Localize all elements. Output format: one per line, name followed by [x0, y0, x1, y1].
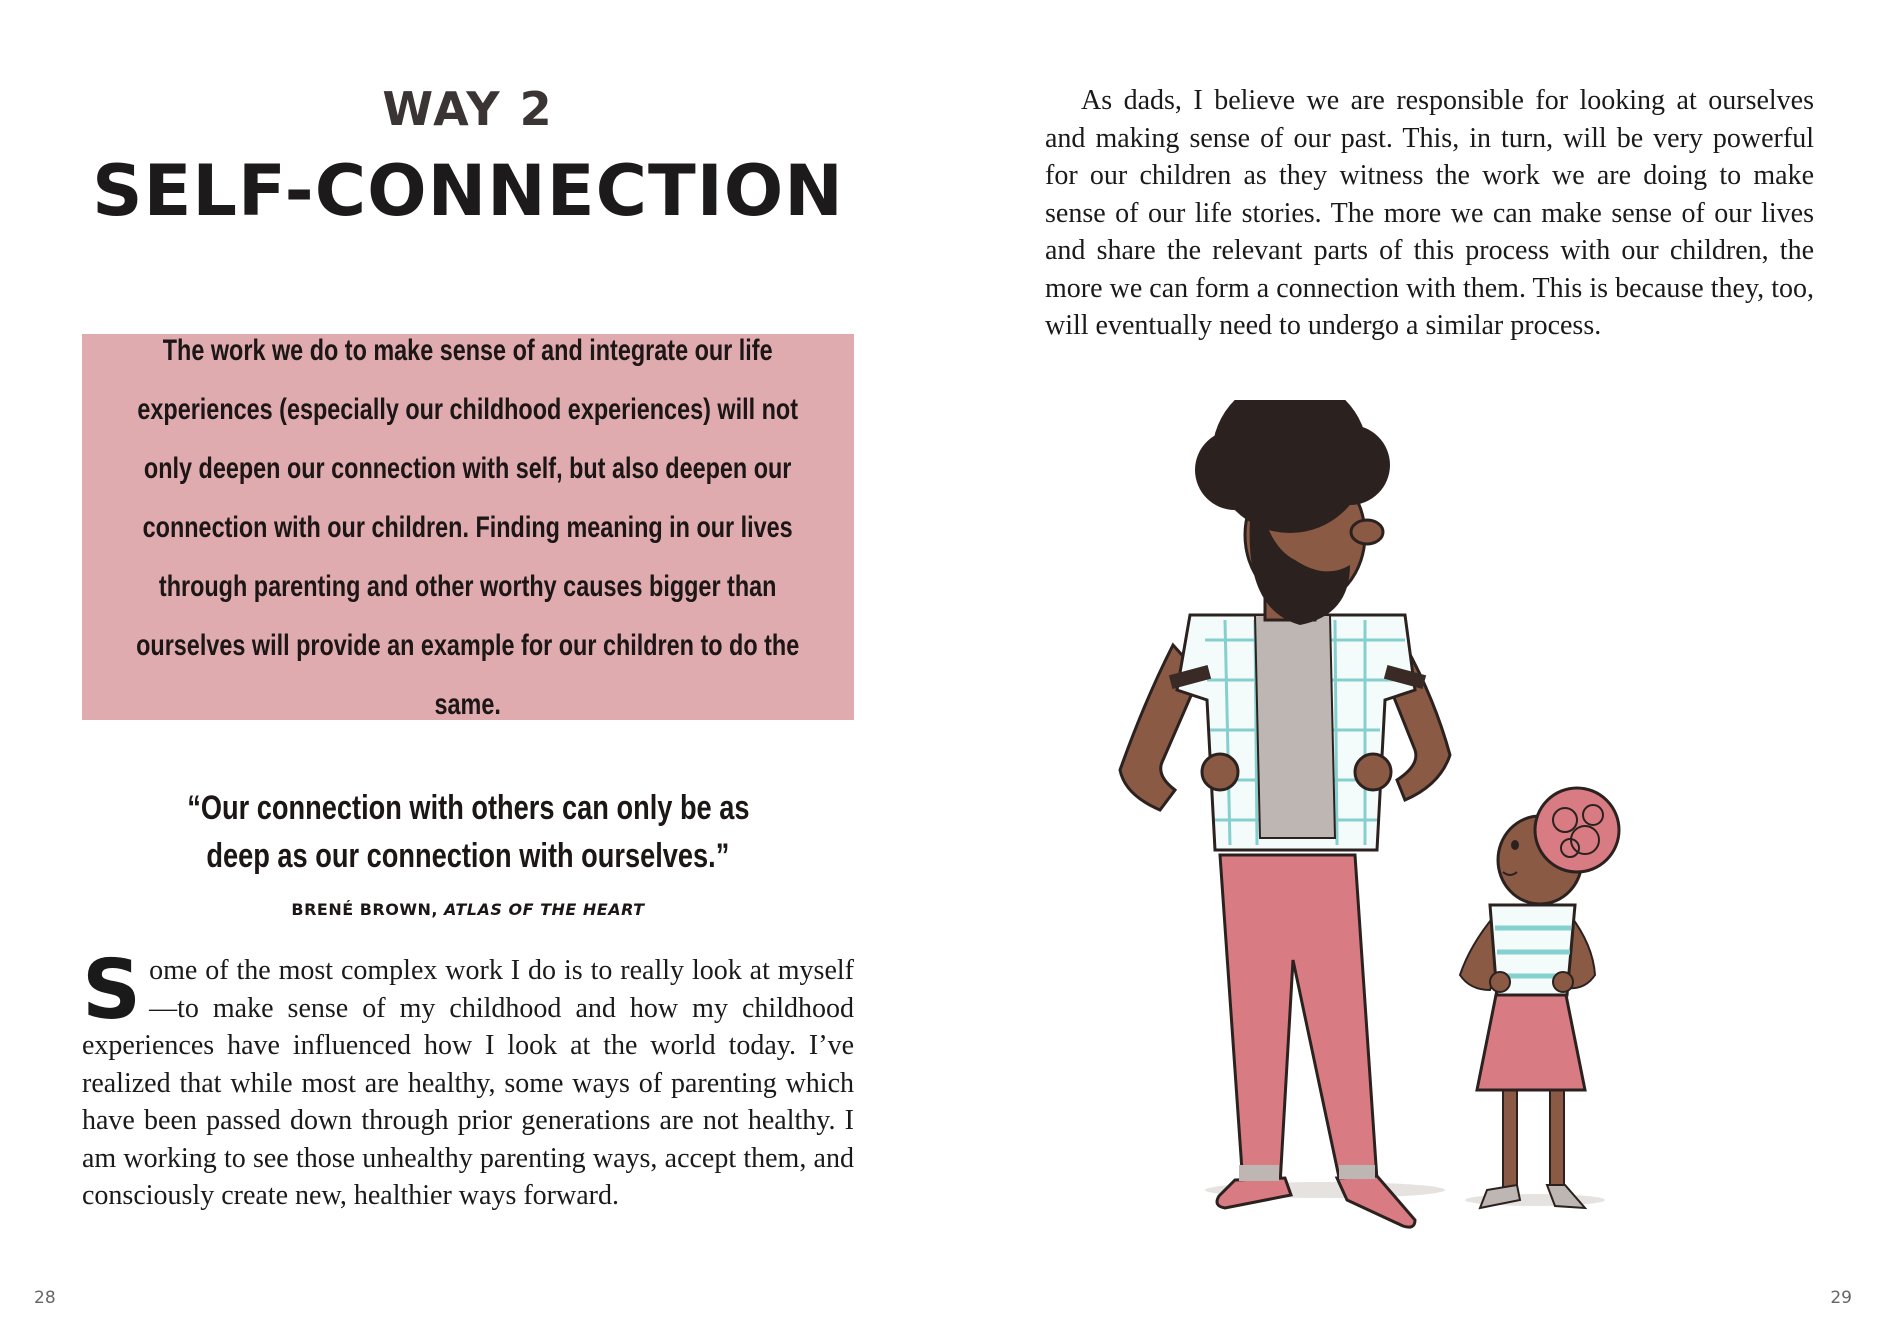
pull-quote: [82, 784, 854, 880]
body-text: ome of the most complex work I do is to really look at myself—to make sense of my childhood and how my childhood experiences have influenced how I look at the world today. I’ve realized that while most are healthy, some ways of parenting which have been passed down through prior generations are not healthy. I am working to see those unhealthy parenting ways, accept them, and consciously create new, healthier ways forward.: [82, 955, 854, 1211]
callout-box: [82, 334, 854, 720]
page-number-left: 28: [34, 1288, 56, 1308]
page-title: SELF-CONNECTION: [92, 150, 844, 232]
father-and-daughter-illustration: [1115, 400, 1675, 1260]
quote-attribution: [82, 900, 854, 919]
attribution-author: BRENÉ BROWN,: [291, 900, 445, 919]
callout-text: The work we do to make sense of and integrate our life experiences (especially our childhood experiences) will not only deepen our connection with self, but also deepen our connection with our children. Finding meaning in our lives through parenting and other worthy causes bigger than ourselves will provide an example for our children to do the same.: [136, 333, 800, 721]
body-paragraph: [82, 943, 854, 1215]
quote-line-2: deep as our connection with ourselves.”: [206, 837, 730, 875]
right-page: [945, 0, 1890, 1326]
page-number-right: 29: [1830, 1288, 1852, 1308]
quote-line-1: “Our connection with others can only be as: [186, 789, 750, 827]
drop-cap: S: [82, 943, 142, 1038]
attribution-work: ATLAS OF THE HEART: [444, 900, 645, 919]
right-paragraph: As dads, I believe we are responsible for looking at ourselves and making sense of our past. This, in turn, will be very powerful for our children as they witness the work we are doing to make sense of our life stories. The more we can make sense of our lives and share the relevant parts of this process with our children, the more we can form a connection with them. This is because they, too, will eventually need to undergo a similar process.: [1045, 85, 1814, 341]
way-label: WAY 2: [382, 82, 554, 136]
